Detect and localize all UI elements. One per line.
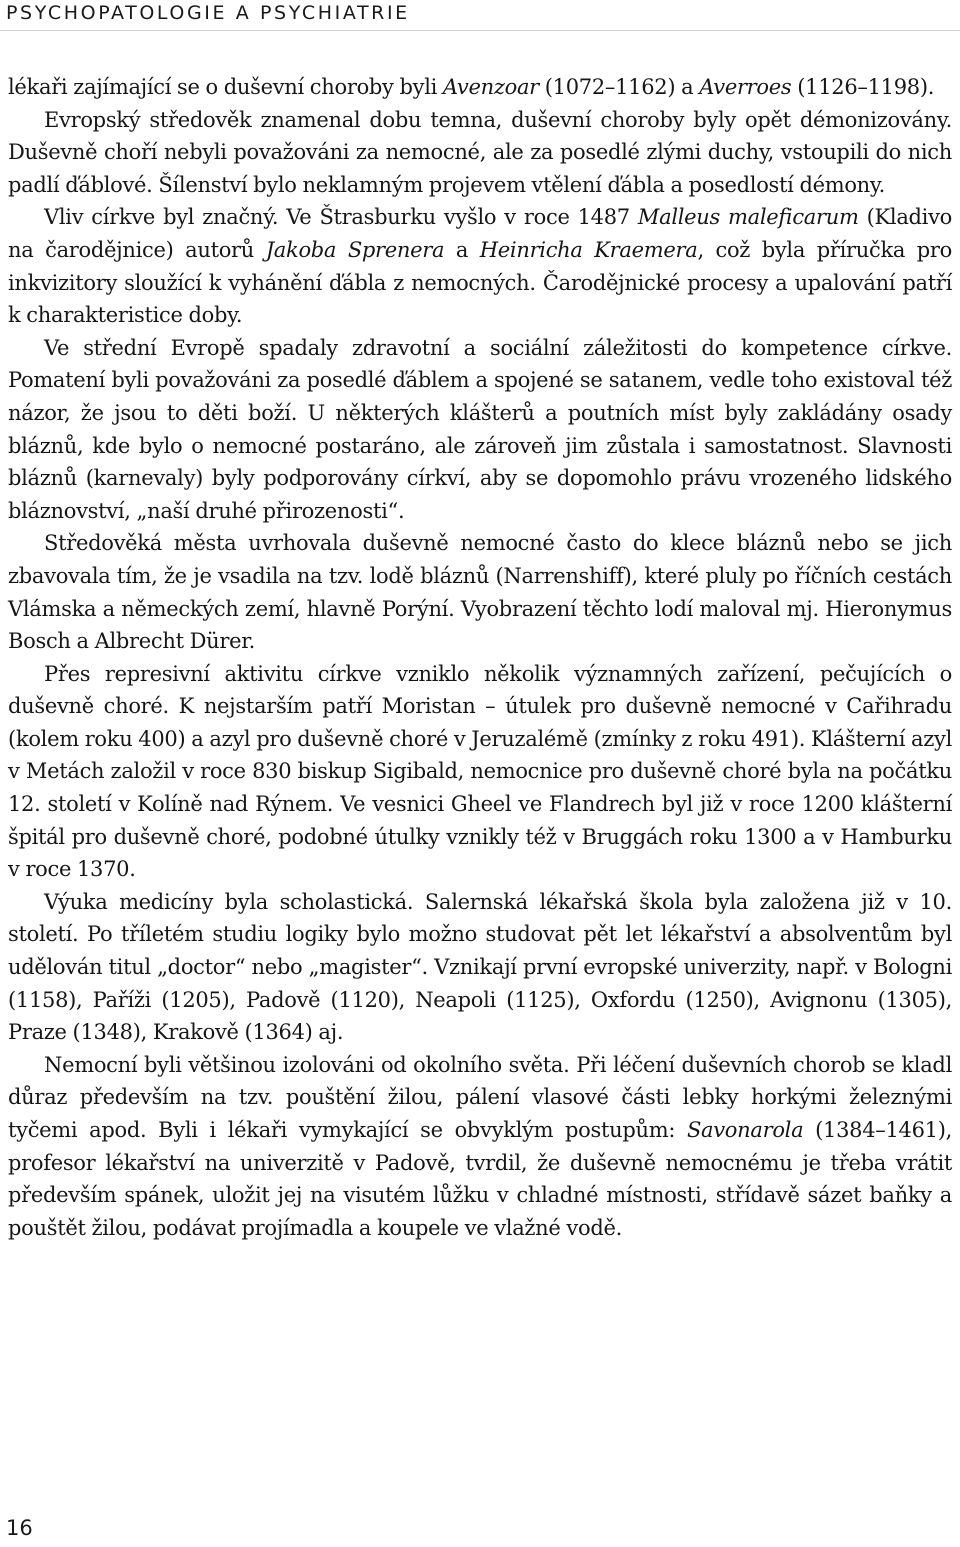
name-italic: Savonarola: [686, 1118, 804, 1142]
page-number: 16: [6, 1516, 33, 1540]
paragraph: [8, 332, 952, 528]
paragraph: [8, 71, 952, 104]
book-title-italic: Malleus maleficarum: [637, 205, 859, 230]
text-run: Výuka medicíny byla scholastická. Salernská lékařská škola byla založena již v 10. století. Po tříletém studiu logiky bylo možno studovat pět let lékařství a absolventům byl udělován titul „doctor“ nebo „magister“. Vznikají první evropské univerzity, např. v Bologni (1158), Paříži (1205), Padově (1120), Neapoli (1125), Oxfordu (1250), Avignonu (1305), Praze (1348), Krakově (1364) aj.: [8, 889, 952, 1045]
paragraph: [8, 527, 952, 657]
name-italic: Avenzoar: [442, 75, 539, 99]
text-run: Přes represivní aktivitu církve vzniklo několik významných zařízení, pečujících o duševně choré. K nejstarším patří Moristan – útulek pro duševně nemocné v Cařihradu (kolem roku 400) a azyl pro duševně choré v Jeruzalémě (zmínky z roku 491). Klášterní azyl v Metách založil v roce 830 biskup Sigibald, nemocnice pro duševně choré byla na počátku 12. století v Kolíně nad Rýnem. Ve vesnici Gheel ve Flandrech byl již v roce 1200 klášterní špitál pro duševně choré, podobné útulky vznikly též v Bruggách roku 1300 a v Hamburku v roce 1370.: [8, 661, 952, 882]
paragraph: [8, 886, 952, 1049]
body-text: [8, 71, 952, 1244]
text-run: (Kladivo na čarodějnice) autorů: [8, 205, 953, 262]
paragraph: [8, 201, 952, 331]
name-italic: Averroes: [699, 75, 792, 99]
text-run: (1072–1162) a: [538, 75, 700, 99]
text-run: (1384–1461), profesor lékařství na univerzitě v Padově, tvrdil, že duševně nemocnému je třeba vrátit především spánek, uložit jej na visutém lůžku v chladné místnosti, střídavě sázet baňky a pouštět žilou, podávat projímadla a koupele ve vlažné vodě.: [8, 1118, 952, 1240]
text-run: Vliv církve byl značný. Ve Štrasburku vyšlo v roce 1487: [44, 205, 638, 230]
text-run: (1126–1198).: [791, 75, 935, 99]
running-head: PSYCHOPATOLOGIE A PSYCHIATRIE: [6, 2, 410, 24]
text-run: lékaři zajímající se o duševní choroby byli: [8, 75, 443, 99]
text-run: , což byla příručka pro inkvizitory sloužící k vyhánění ďábla z nemocných. Čarodějnické procesy a upalování patří k charakteristice doby.: [8, 237, 952, 328]
text-run: Nemocní byli většinou izolováni od okolního světa. Při léčení duševních chorob se kladl důraz především na tzv. pouštění žilou, pálení vlasové části lebky horkými železnými tyčemi apod. Byli i lékaři vymykající se obvyklým postupům:: [8, 1052, 952, 1142]
paragraph: [8, 104, 952, 202]
name-italic: Jakoba Sprenera: [265, 237, 445, 262]
text-run: Evropský středověk znamenal dobu temna, duševní choroby byly opět démonizovány. Duševně choří nebyli považováni za nemocné, ale za posedlé zlými duchy, vstoupili do nich padlí ďáblové. Šílenství bylo neklamným projevem vtělení ďábla a posedlostí démony.: [8, 107, 952, 197]
paragraph: [8, 1049, 952, 1245]
text-run: a: [444, 237, 480, 262]
paragraph: [8, 658, 952, 886]
text-run: Středověká města uvrhovala duševně nemocné často do klece bláznů nebo se jich zbavovala tím, že je vsadila na tzv. lodě bláznů (Narrenshiff), které pluly po říčních cestách Vlámska a německých zemí, hlavně Porýní. Vyobrazení těchto lodí maloval mj. Hieronymus Bosch a Albrecht Dürer.: [8, 531, 952, 654]
text-run: Ve střední Evropě spadaly zdravotní a sociální záležitosti do kompetence církve. Pomatení byli považováni za posedlé ďáblem a spojené se satanem, vedle toho existoval též názor, že jsou to děti boží. U některých klášterů a poutních míst byly zakládány osady bláznů, kde bylo o nemocné postaráno, ale zároveň jim zůstala i samostatnost. Slavnosti bláznů (karnevaly) byly podporovány církví, aby se dopomohlo právu vrozeného lidského bláznovství, „naší druhé přirozenosti“.: [8, 335, 952, 523]
header-rule: [0, 30, 960, 31]
name-italic: Heinricha Kraemera: [479, 237, 698, 262]
